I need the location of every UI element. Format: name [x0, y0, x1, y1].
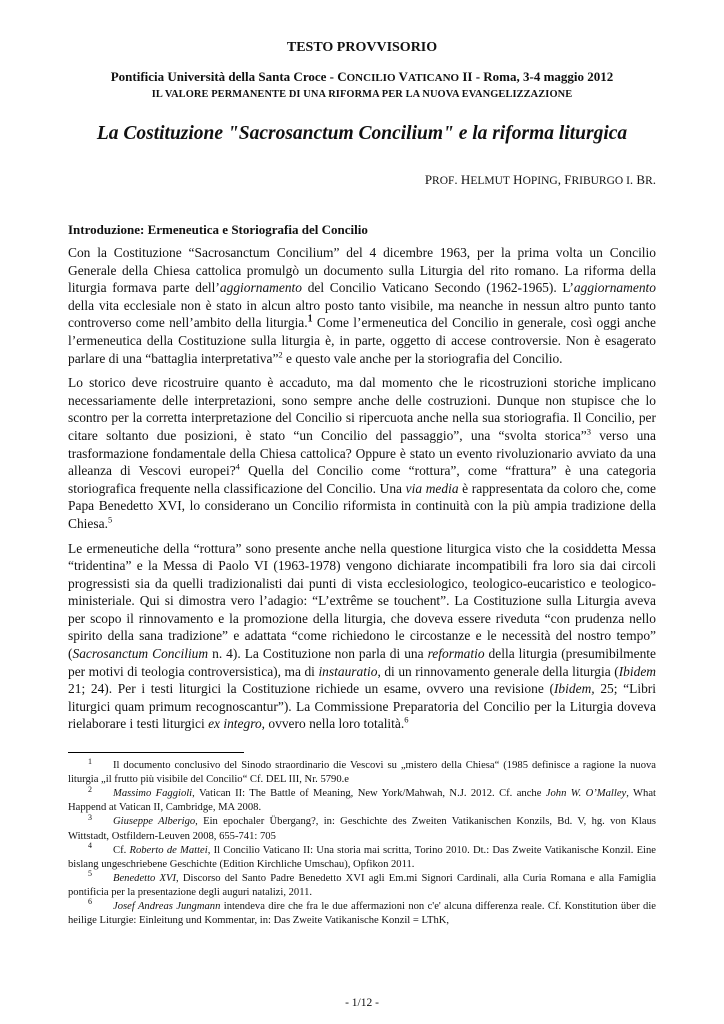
footnote-3: 3 Giuseppe Alberigo, Ein epochaler Übergang?, in: Geschichte des Zweiten Vatikanischen Konzils, Bd. V, hg. von Klaus Wittstadt, Ostfildern-Leuven 2008, 655-741: 705: [68, 812, 656, 842]
page-number: - 1/12 -: [345, 997, 379, 1009]
conference-line: Pontificia Università della Santa Croce - CONCILIO VATICANO II - Roma, 3-4 maggio 2012: [110, 69, 614, 84]
document-page: [68, 40, 656, 928]
footnote-ref: 4: [235, 461, 240, 472]
footnote-separator: [68, 752, 244, 753]
footnote-ref: 2: [278, 349, 283, 360]
provisional-text-label: TESTO PROVVISORIO: [286, 40, 438, 55]
footnote-ref: 6: [404, 714, 409, 725]
author-line: PROF. HELMUT HOPING, FRIBURGO I. BR.: [424, 172, 656, 187]
section-heading: Introduzione: Ermeneutica e Storiografia del Concilio: [68, 222, 368, 237]
paragraph-1: Con la Costituzione “Sacrosanctum Concilium” del 4 dicembre 1963, per la prima volta un Concilio Generale della Chiesa cattolica promulgò un documento sulla Liturgia del rito romano. La riforma della liturgia formava parte dell’aggiornamento del Concilio Vaticano Secondo (1962-1965). L’aggiornamento della vita ecclesiale non è stato in alcun altro posto tanto visibile, ma neanche in nessun altro punto tanto controverso come nell’ambito della liturgia.$^1$ Come l’ermeneutica del Concilio in generale, così oggi anche l’ermeneutica della Costituzione sulla liturgia è, in parte, oggetto di accese controversie. Non è esagerato parlare di una “battaglia interpretativa”$^2$ e questo vale anche per la storiografia del Concilio.: [68, 245, 656, 366]
footnote-ref: 3: [586, 426, 591, 437]
footnote-2: 2 Massimo Faggioli, Vatican II: The Battle of Meaning, New York/Mahwah, N.J. 2012. Cf. anche John W. O’Malley, What Happend at Vatican II, Cambridge, MA 2008.: [68, 784, 656, 814]
footnote-5: 5 Benedetto XVI, Discorso del Santo Padre Benedetto XVI agli Em.mi Signori Cardinali, alla Curia Romana e alla Famiglia pontificia per la presentazione degli auguri natalizi, 2011.: [68, 869, 656, 898]
footnote-1: 1 Il documento conclusivo del Sinodo straordinario die Vescovi su „mistero della Chiesa“ (1985 definisce a ragione la nuova liturgia „il frutto più visibile del Concilio“ Cf. DEL III, Nr. 5790.e: [68, 756, 656, 786]
paragraph-2: Lo storico deve ricostruire quanto è accaduto, ma dal momento che le ricostruzioni storiche implicano necessariamente delle interpretazioni, sono sempre anche delle costruzioni. Dunque non stupisce che lo scontro per la corretta interpretazione del Concilio si ripercuota anche nella sua storiografia. Il Concilio, per citare soltanto due posizioni, è stato “un Concilio del passaggio”, una “svolta storica”$^3$ verso una trasformazione fondamentale della Chiesa cattolica? Oppure è stato un evento rivoluzionario avviato da una alleanza di Vescovi europei?$^4$ Quella del Concilio come “rottura”, come “frattura” è una categoria storiografica frequente nella classificazione del Concilio. Una via media è rappresentata da coloro che, come Papa Benedetto XVI, lo considerano un Concilio riformista in continuità con la più ampia tradizione della Chiesa.$^5$: [68, 375, 656, 531]
conference-subtitle: IL VALORE PERMANENTE DI UNA RIFORMA PER LA NUOVA EVANGELIZZAZIONE: [151, 89, 573, 100]
footnote-ref: 5: [107, 514, 113, 525]
paragraph-3: Le ermeneutiche della “rottura” sono presente anche nella questione liturgica visto che la cosiddetta Messa “tridentina” e la Messa di Paolo VI (1963-1978) vengono dichiarate incompatibili fra loro sia dai circoli progressisti sia da quelli tradizionalisti dai punti di vista ecclesiologico, teologico-eucaristico e teologico-ministeriale. Qui si dimostra vero l’adagio: “L’extrême se touchent”. La Costituzione sulla Liturgia aveva per scopo il rinnovamento e la promozione della liturgia, che doveva essere riveduta “con prudenza nello spirito della sana tradizione” e adattata “come richiedono le circostanze e le necessità del nostro tempo” (Sacrosanctum Concilium n. 4). La Costituzione non parla di una reformatio della liturgia (presumibilmente per motivi di teologia controversistica), ma di instauratio, di un rinnovamento generale della liturgia (Ibidem 21; 24). Per i testi liturgici la Costituzione richiede un esame, ovvero una revisione (Ibidem, 25; “Libri liturgici quam primum recognoscantur”). La Commissione Preparatoria del Concilio per la Liturgia doveva rielaborare i testi liturgici ex integro, ovvero nella loro totalità.$^6$: [68, 540, 657, 732]
footnote-6: 6 Josef Andreas Jungmann intendeva dire che fra le due affermazioni non c'e' alcuna differenza reale. Cf. Konstitution über die heilige Liturgie: Einleitung und Kommentar, in: Das Zweite Vatikanische Konzil = LThK,: [68, 897, 657, 927]
footnote-ref: 1: [307, 313, 313, 325]
paper-title: La Costituzione "Sacrosanctum Concilium" e la riforma liturgica: [96, 123, 628, 144]
footnote-4: 4 Cf. Roberto de Mattei, Il Concilio Vaticano II: Una storia mai scritta, Torino 2010. Dt.: Das Zweite Vatikanische Konzil. Eine bislang ungeschriebene Geschichte (Edition Kirchliche Umschau), Opfikon 2011.: [68, 841, 656, 870]
